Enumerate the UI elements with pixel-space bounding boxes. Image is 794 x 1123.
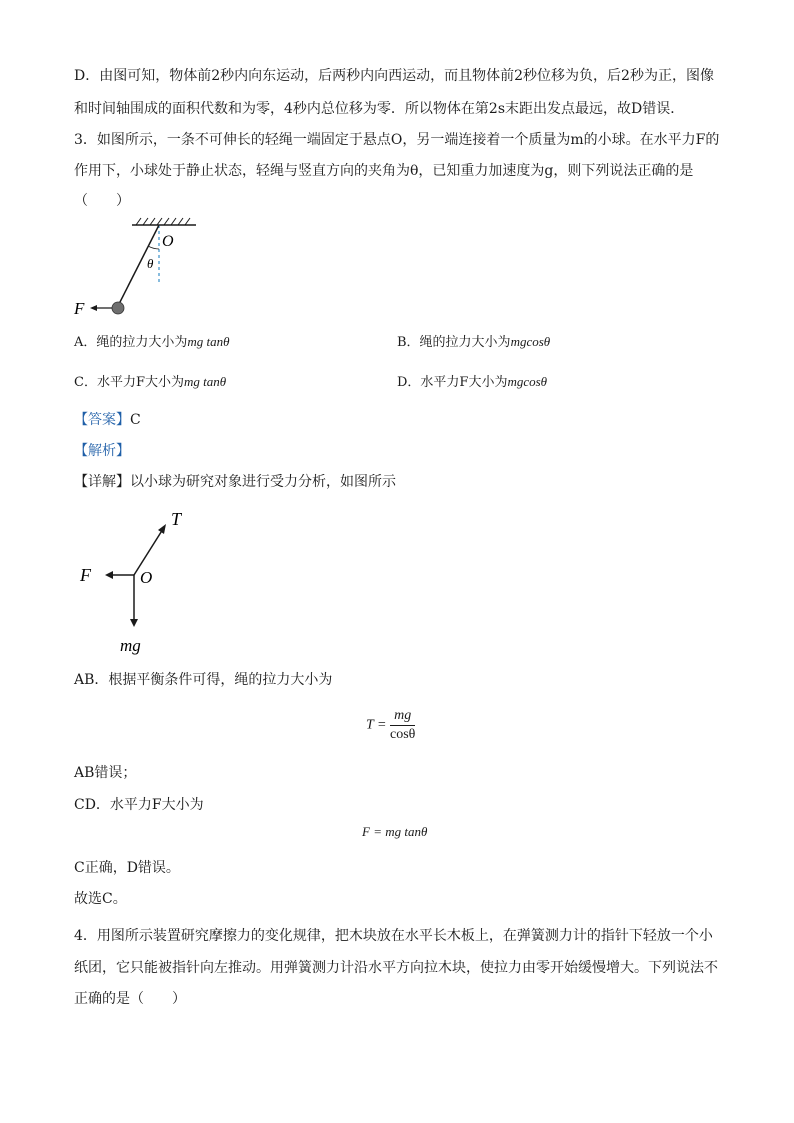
question-3-answer-blank: （ ） <box>74 193 130 209</box>
analysis-line <box>74 441 130 461</box>
tension-arrowhead <box>158 524 166 534</box>
formula-numerator: mg <box>390 708 415 726</box>
formula-lhs: T = <box>366 717 387 733</box>
option-b-expression: mgcosθ <box>510 334 551 349</box>
question-3-line-2: 作用下，小球处于静止状态，轻绳与竖直方向的夹角为θ，已知重力加速度为g，则下列说法正确的是 <box>74 163 694 179</box>
option-a <box>74 332 230 353</box>
option-d <box>397 372 547 393</box>
answer-value: C <box>130 412 141 428</box>
theta-arc <box>148 246 159 249</box>
option-d-expression: mgcosθ <box>507 374 548 389</box>
question-3-line-1: 3．如图所示，一条不可伸长的轻绳一端固定于悬点O，另一端连接着一个质量为m的小球。在水平力F的 <box>74 132 720 148</box>
label-o: O <box>162 233 174 250</box>
detail-text: 以小球为研究对象进行受力分析，如图所示 <box>130 474 396 490</box>
gravity-arrowhead <box>130 619 138 627</box>
tension-formula <box>366 708 415 743</box>
option-c-prefix: C．水平力F大小为 <box>74 375 184 390</box>
force-formula: F = mg tanθ <box>362 824 428 839</box>
analysis-tag: 【解析】 <box>74 443 130 459</box>
label-t: T <box>171 509 182 529</box>
detail-line <box>74 472 396 492</box>
choose-line: 故选C。 <box>74 891 127 907</box>
option-d-explanation-line-2: 和时间轴围成的面积代数和为零，4秒内总位移为零．所以物体在第2s末距出发点最远，故D错误． <box>74 101 685 117</box>
label-o: O <box>140 568 153 587</box>
formula-denominator: cosθ <box>389 727 416 742</box>
question-4-line-3: 正确的是（ ） <box>74 991 186 1007</box>
question-4-line-1: 4．用图所示装置研究摩擦力的变化规律，把木块放在水平长木板上，在弹簧测力计的指针下轻放一个小 <box>74 928 713 944</box>
answer-line <box>74 410 141 430</box>
label-theta: θ <box>147 256 154 271</box>
force-diagram <box>74 505 204 655</box>
option-d-prefix: D．水平力F大小为 <box>397 375 508 390</box>
option-d-explanation-line-1: D．由图可知，物体前2秒内向东运动，后两秒内向西运动，而且物体前2秒位移为负，后2秒为正，图像 <box>74 68 714 84</box>
label-f: F <box>80 565 91 585</box>
label-mg: mg <box>120 636 141 655</box>
question-4-line-2: 纸团，它只能被指针向左推动。用弹簧测力计沿水平方向拉木块，使拉力由零开始缓慢增大。下列说法不 <box>74 960 718 976</box>
c-correct-line: C正确，D错误。 <box>74 860 180 876</box>
option-b <box>397 332 550 353</box>
option-b-prefix: B．绳的拉力大小为 <box>397 335 511 350</box>
ball <box>112 302 124 314</box>
answer-tag: 【答案】 <box>74 412 130 428</box>
option-a-expression: mg tanθ <box>187 334 230 349</box>
option-a-prefix: A．绳的拉力大小为 <box>74 335 188 350</box>
formula-fraction <box>390 708 415 743</box>
force-f-arrowhead <box>90 305 97 311</box>
option-c <box>74 372 226 393</box>
ab-analysis-line: AB．根据平衡条件可得，绳的拉力大小为 <box>74 672 333 688</box>
cd-analysis-line: CD．水平力F大小为 <box>74 797 204 813</box>
pendulum-figure <box>70 215 210 325</box>
ceiling-hatching <box>132 218 196 225</box>
option-c-expression: mg tanθ <box>183 374 227 389</box>
label-f: F <box>74 299 85 318</box>
detail-tag: 【详解】 <box>74 474 130 490</box>
force-f-arrowhead <box>105 571 113 579</box>
ab-wrong-line: AB错误； <box>74 765 137 781</box>
